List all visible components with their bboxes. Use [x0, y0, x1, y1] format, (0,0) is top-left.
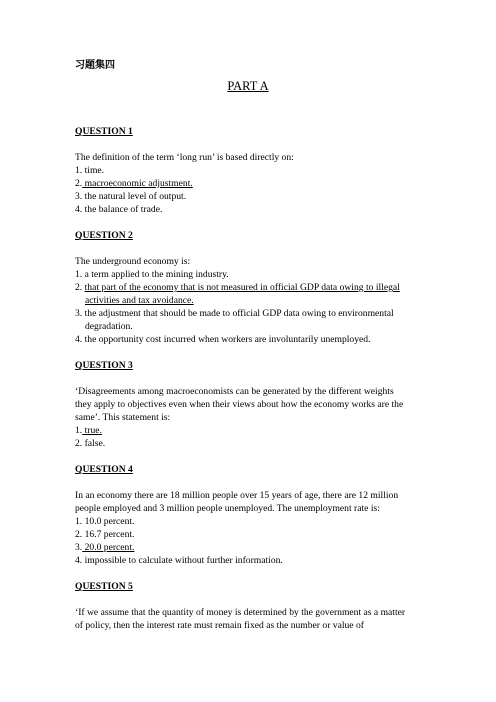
- question-2-title: QUESTION 2: [75, 230, 133, 241]
- question-1-option-1: 1. time.: [75, 165, 105, 176]
- question-4-option-4: 4. impossible to calculate without further information.: [75, 555, 283, 566]
- question-5-stem-line-1: ‘If we assume that the quantity of money is determined by the government as a matter: [75, 607, 406, 618]
- question-2-option-1: 1. a term applied to the mining industry.: [75, 269, 229, 280]
- question-2-option-2-continued: activities and tax avoidance.: [85, 295, 194, 306]
- question-3-title: QUESTION 3: [75, 360, 133, 371]
- question-4-stem-line-1: In an economy there are 18 million people over 15 years of age, there are 12 million: [75, 490, 399, 501]
- question-2-stem: The underground economy is:: [75, 256, 191, 267]
- question-4-option-3: 3. 20.0 percent.: [75, 542, 135, 553]
- question-3-stem-line-2: they apply to objectives even when their views about how the economy works are the: [75, 399, 404, 410]
- question-4-title: QUESTION 4: [75, 464, 133, 475]
- question-3-option-1: 1. true.: [75, 425, 102, 436]
- question-4-option-1: 1. 10.0 percent.: [75, 516, 135, 527]
- question-1-option-3: 3. the natural level of output.: [75, 191, 187, 202]
- question-5-stem-line-2: of policy, then the interest rate must remain fixed as the number or value of: [75, 620, 364, 631]
- question-4-stem-line-2: people employed and 3 million people unemployed. The unemployment rate is:: [75, 503, 380, 514]
- question-1-option-4: 4. the balance of trade.: [75, 204, 163, 215]
- chapter-title: 习题集四: [75, 60, 115, 71]
- question-5-title: QUESTION 5: [75, 581, 133, 592]
- question-2-option-4: 4. the opportunity cost incurred when workers are involuntarily unemployed.: [75, 334, 371, 345]
- question-3-option-2: 2. false.: [75, 438, 106, 449]
- question-3-stem-line-1: ‘Disagreements among macroeconomists can be generated by the different weights: [75, 386, 394, 397]
- question-2-option-2: 2. that part of the economy that is not measured in official GDP data owing to illegal: [75, 282, 400, 293]
- question-2-option-3: 3. the adjustment that should be made to official GDP data owing to environmental: [75, 308, 394, 319]
- question-3-stem-line-3: same’. This statement is:: [75, 412, 171, 423]
- question-1-title: QUESTION 1: [75, 126, 133, 137]
- part-title: PART A: [227, 79, 269, 93]
- question-1-stem: The definition of the term ‘long run’ is based directly on:: [75, 152, 294, 163]
- question-1-option-2: 2. macroeconomic adjustment.: [75, 178, 193, 189]
- question-4-option-2: 2. 16.7 percent.: [75, 529, 135, 540]
- question-2-option-3-continued: degradation.: [85, 321, 133, 332]
